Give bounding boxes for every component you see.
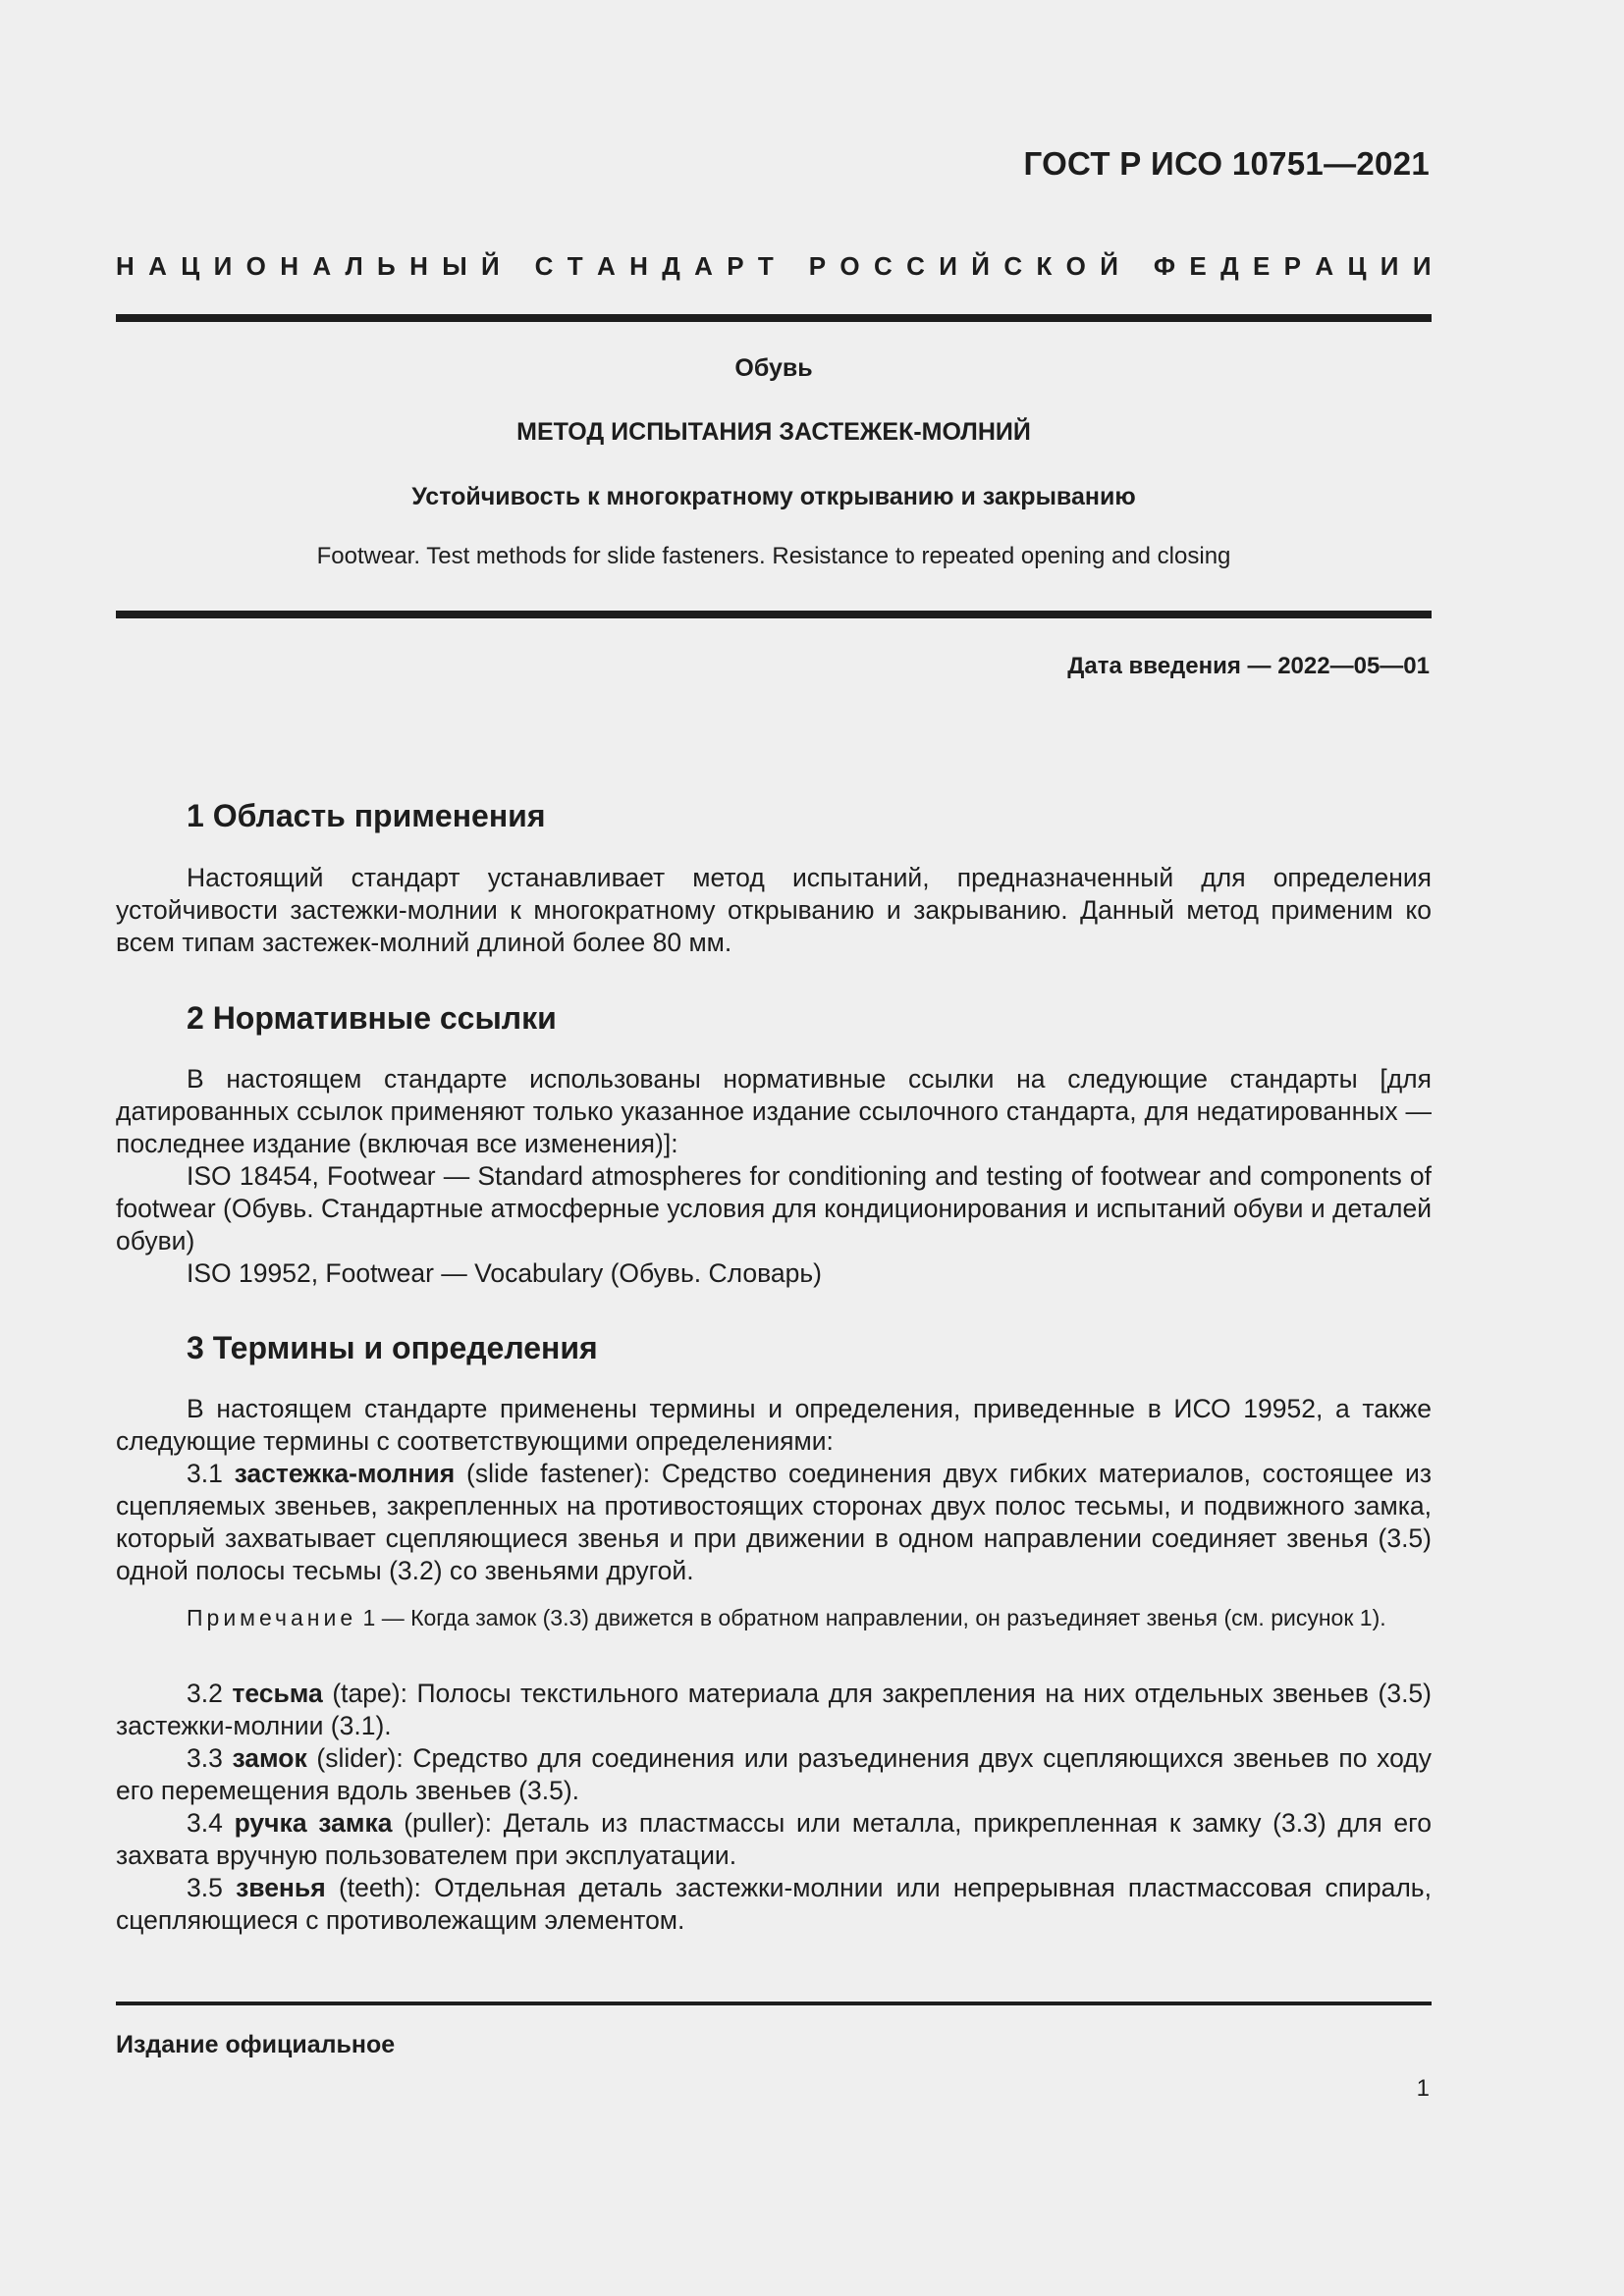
title-letter: Т: [757, 251, 774, 281]
term-3-4-term: ручка замка: [234, 1808, 393, 1838]
title-letter: Й: [971, 251, 990, 281]
title-letter: Н: [116, 251, 135, 281]
footer-rule: [116, 2002, 1432, 2005]
title-letter: С: [1003, 251, 1023, 281]
title-space: [514, 251, 520, 282]
term-3-1-term: застежка-молния: [234, 1459, 456, 1488]
title-letter: И: [939, 251, 957, 281]
title-letter: А: [596, 251, 616, 281]
title-bottom-rule: [116, 611, 1432, 618]
title-letter: К: [1036, 251, 1053, 281]
title-letter: А: [312, 251, 332, 281]
reference-iso-18454: ISO 18454, Footwear — Standard atmospheres for conditioning and testing of footwear and components of footwear (Обувь. Стандартные атмосферные условия для кондиционирования и испытаний обуви и деталей обуви): [116, 1161, 1432, 1255]
title-letter: И: [213, 251, 233, 281]
title-letter: А: [1315, 251, 1334, 281]
title-letter: Е: [1189, 251, 1207, 281]
title-letter: Н: [629, 251, 648, 281]
page-number: 1: [1416, 2075, 1430, 2102]
section-3-heading: 3 Термины и определения: [187, 1330, 598, 1365]
term-3-5-number: 3.5: [187, 1873, 223, 1902]
term-3-2-definition: (tape): Полосы текстильного материала для закрепления на них отдельных звеньев (3.5) застежки-молнии (3.1).: [116, 1679, 1432, 1740]
term-3-5-term: звенья: [236, 1873, 326, 1902]
term-3-1-definition: (slide fastener): Средство соединения двух гибких материалов, состоящее из сцепляемых звеньев, закрепленных на противостоящих сторонах двух полос тесьмы, и подвижного замка, который захватывает сцепляющиеся звенья и при движении в одном направлении соединяет звенья (3.5) одной полосы тесьмы (3.2) со звеньями другой.: [116, 1459, 1432, 1585]
term-3-4: [116, 1807, 1432, 1872]
gost-code: ГОСТ Р ИСО 10751—2021: [1023, 145, 1430, 182]
term-3-5: [116, 1872, 1432, 1937]
term-3-3-definition: (slider): Средство для соединения или разъединения двух сцепляющихся звеньев по ходу его перемещения вдоль звеньев (3.5).: [116, 1743, 1432, 1805]
title-letter: Ь: [377, 251, 396, 281]
term-3-3: [116, 1742, 1432, 1807]
section-2-heading: 2 Нормативные ссылки: [187, 1000, 557, 1036]
title-letter: О: [1065, 251, 1086, 281]
term-3-4-number: 3.4: [187, 1808, 223, 1838]
note-1: [116, 1603, 1432, 1632]
title-letter: С: [534, 251, 554, 281]
term-3-3-term: замок: [232, 1743, 307, 1773]
title-english: Footwear. Test methods for slide fasteners. Resistance to repeated opening and closing: [316, 543, 1231, 569]
title-letter: Ы: [442, 251, 467, 281]
note-label: Примечание: [187, 1605, 357, 1630]
title-letter: Ц: [1347, 251, 1367, 281]
title-letter: Д: [662, 251, 680, 281]
title-letter: Е: [1252, 251, 1271, 281]
title-letter: Й: [481, 251, 500, 281]
title-letter: Ф: [1153, 251, 1176, 281]
section-3-intro: В настоящем стандарте применены термины и определения, приведенные в ИСО 19952, а также следующие термины с соответствующими определениями:: [116, 1394, 1432, 1456]
title-letter: И: [1380, 251, 1399, 281]
title-letter: Р: [1283, 251, 1301, 281]
section-2-intro: В настоящем стандарте использованы нормативные ссылки на следующие стандарты [для датированных ссылок применяют только указанное издание ссылочного стандарта, для недатированных — последнее издание (включая все изменения)]:: [116, 1064, 1432, 1158]
term-3-4-definition: (puller): Деталь из пластмассы или металла, прикрепленная к замку (3.3) для его захвата вручную пользователем при эксплуатации.: [116, 1808, 1432, 1870]
section-1-text: Настоящий стандарт устанавливает метод испытаний, предназначенный для определения устойчивости застежки-молнии к многократному открыванию и закрыванию. Данный метод применим ко всем типам застежек-молний длиной более 80 мм.: [116, 863, 1432, 957]
official-edition: Издание официальное: [116, 2031, 396, 2058]
date-of-introduction: Дата введения — 2022—05—01: [1067, 653, 1430, 679]
title-subject: Обувь: [734, 354, 813, 382]
title-letter: А: [148, 251, 167, 281]
title-letter: И: [1412, 251, 1432, 281]
note-text: 1 — Когда замок (3.3) движется в обратном направлении, он разъединяет звенья (см. рисунок 1).: [362, 1605, 1386, 1630]
term-3-2: [116, 1678, 1432, 1742]
title-letter: Н: [409, 251, 428, 281]
national-standard-title: [116, 251, 1432, 282]
title-letter: Р: [727, 251, 744, 281]
title-space: [1132, 251, 1139, 282]
title-letter: Т: [567, 251, 583, 281]
title-method: МЕТОД ИСПЫТАНИЯ ЗАСТЕЖЕК-МОЛНИЙ: [516, 418, 1031, 446]
term-3-3-number: 3.3: [187, 1743, 223, 1773]
title-letter: О: [245, 251, 266, 281]
term-3-2-term: тесьма: [232, 1679, 323, 1708]
term-3-5-definition: (teeth): Отдельная деталь застежки-молнии или непрерывная пластмассовая спираль, сцепляющиеся с противолежащим элементом.: [116, 1873, 1432, 1935]
title-letter: Р: [808, 251, 827, 281]
title-letter: Л: [345, 251, 363, 281]
term-3-1: [116, 1458, 1432, 1587]
title-letter: А: [694, 251, 713, 281]
title-subtitle: Устойчивость к многократному открыванию и закрыванию: [411, 483, 1136, 510]
title-letter: С: [906, 251, 925, 281]
title-letter: О: [839, 251, 860, 281]
term-3-1-number: 3.1: [187, 1459, 223, 1488]
section-1-heading: 1 Область применения: [187, 798, 546, 833]
title-letter: Д: [1220, 251, 1239, 281]
title-letter: Н: [280, 251, 298, 281]
top-rule: [116, 314, 1432, 322]
term-3-2-number: 3.2: [187, 1679, 223, 1708]
title-letter: Ц: [181, 251, 200, 281]
title-letter: Й: [1100, 251, 1118, 281]
title-letter: С: [874, 251, 893, 281]
reference-iso-19952: ISO 19952, Footwear — Vocabulary (Обувь. Словарь): [187, 1258, 823, 1288]
title-space: [787, 251, 794, 282]
